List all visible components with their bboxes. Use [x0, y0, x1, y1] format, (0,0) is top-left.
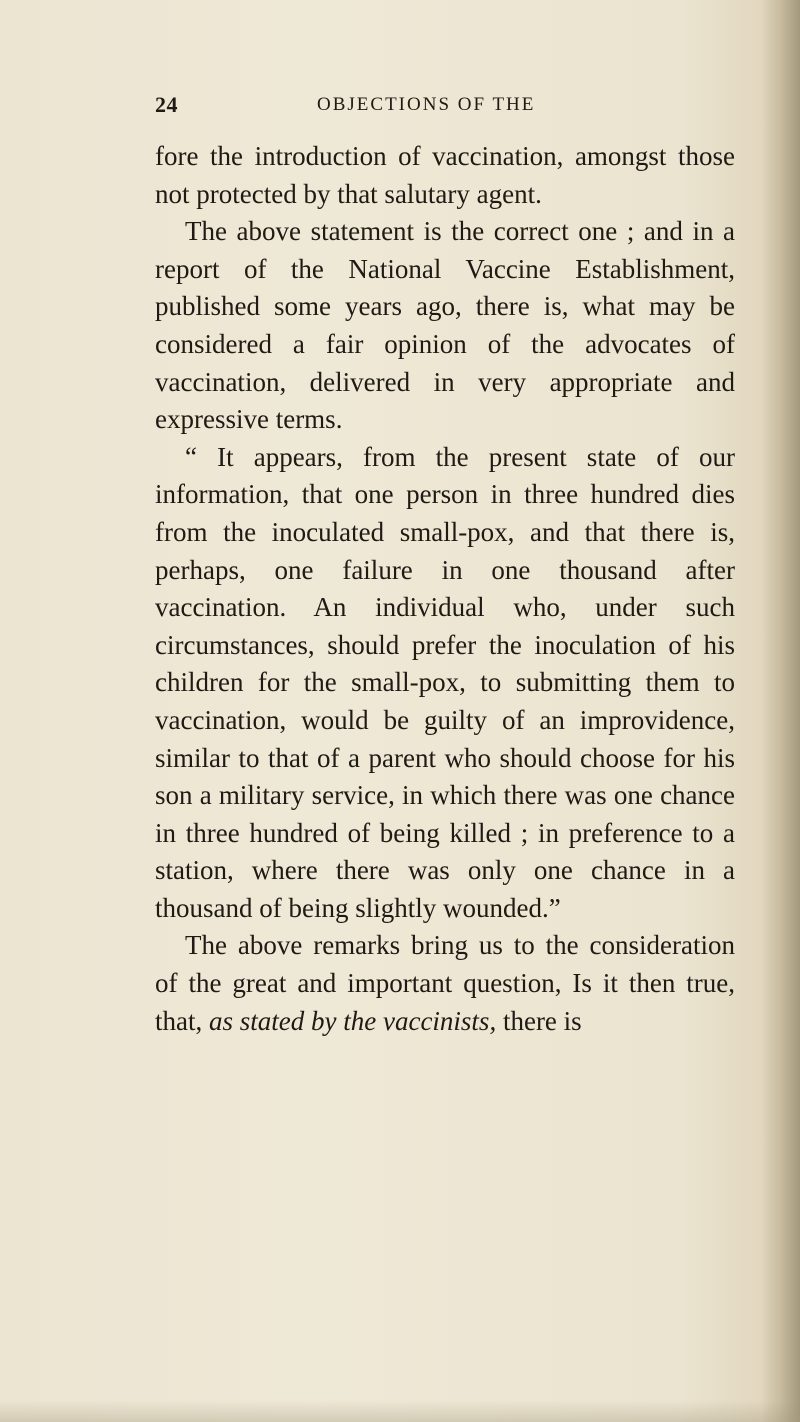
page-number: 24	[155, 92, 178, 117]
paragraph-2: The above statement is the correct one ; and in a report of the National Vaccine Establishment, published some years ago, there is, what may be considered a fair opinion of the advocates of vaccination, delivered in very appropriate and expressive terms.	[155, 216, 735, 435]
paragraph-1: fore the introduction of vaccination, amongst those not protected by that salutary agent.	[155, 141, 735, 209]
paragraph-4-start: The above remarks bring us to the consideration of the great and important question, Is it then true, that,	[155, 930, 735, 1036]
paragraph-4-italic: as stated by the vaccinists,	[209, 1005, 497, 1036]
page-spine-shadow	[762, 0, 800, 1422]
paragraph-3-quotation: “ It appears, from the present state of our information, that one person in three hundred dies from the inoculated small-pox, and that there is, perhaps, one failure in one thousand after vaccination. An individual who, under such circumstances, should prefer the inoculation of his children for the small-pox, to submitting them to vaccination, would be guilty of an improvidence, similar to that of a parent who should choose for his son a military service, in which there was one chance in three hundred of being killed ; in preference to a station, where there was only one chance in a thousand of being slightly wounded.”	[155, 441, 735, 923]
page-header	[155, 92, 715, 122]
paragraph-4	[155, 927, 735, 1040]
page-bottom-shadow	[0, 1400, 800, 1422]
running-head: OBJECTIONS OF THE	[317, 94, 536, 115]
paragraph-4-end: there is	[502, 1005, 582, 1036]
page-body	[155, 138, 735, 1040]
